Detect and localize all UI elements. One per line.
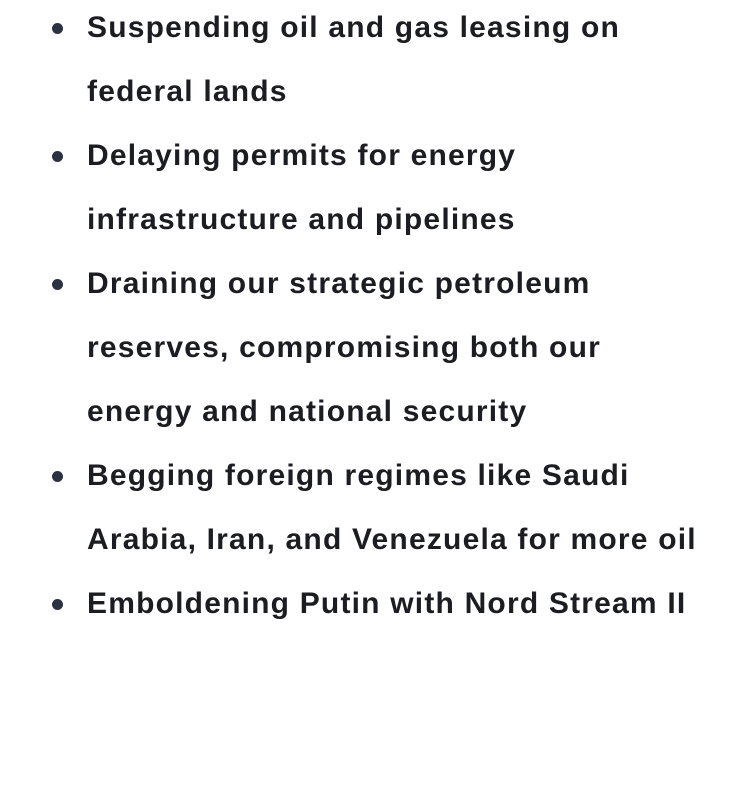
list-item xyxy=(0,252,750,444)
bullet-icon xyxy=(52,279,63,290)
bullet-icon xyxy=(52,471,63,482)
list-item-text: Draining our strategic petroleum reserves, compromising both our energy and national security xyxy=(87,267,601,428)
list-item xyxy=(0,572,750,636)
list-item-text: Delaying permits for energy infrastructure and pipelines xyxy=(87,139,517,236)
bullet-icon xyxy=(52,599,63,610)
bullet-icon xyxy=(52,151,63,162)
list-item-text: Emboldening Putin with Nord Stream II xyxy=(87,587,687,620)
bullet-icon xyxy=(52,23,63,34)
list-item xyxy=(0,0,750,124)
list-item-text: Suspending oil and gas leasing on federal lands xyxy=(87,11,620,108)
list-item xyxy=(0,124,750,252)
list-item-text: Begging foreign regimes like Saudi Arabia, Iran, and Venezuela for more oil xyxy=(87,459,697,556)
list-item xyxy=(0,444,750,572)
